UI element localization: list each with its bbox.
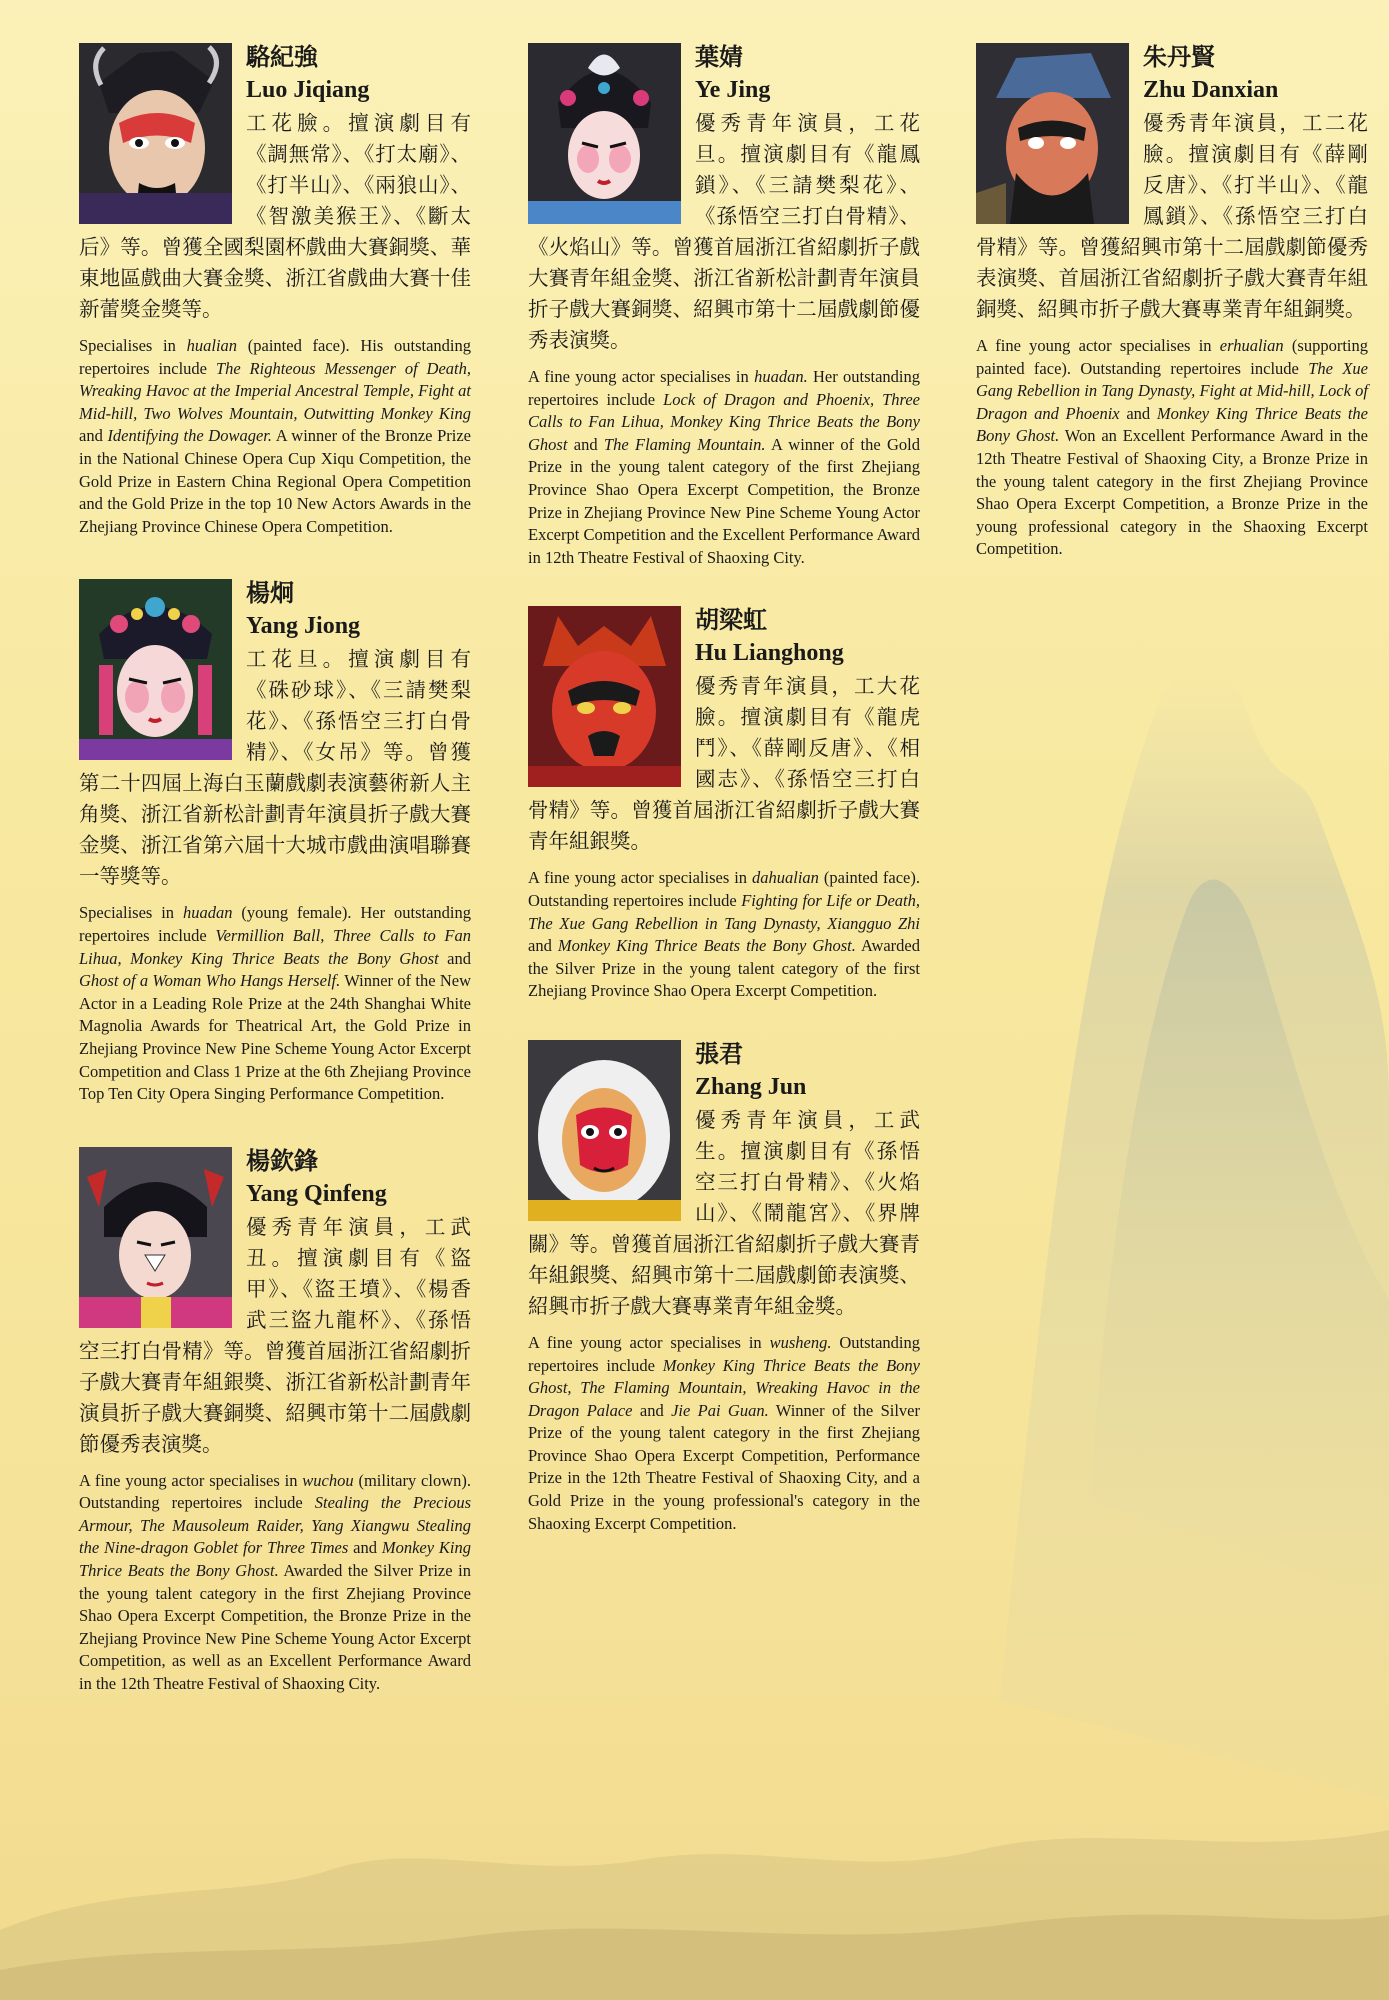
bio-text-segment: and <box>79 426 108 446</box>
performer-english-bio <box>528 366 920 569</box>
bio-text-segment: A fine young actor specialises in <box>528 367 755 386</box>
italic-title-text: Monkey King Thrice Beats the Bony Ghost, The Flaming Mountain, Wreaking Havoc in the Dragon Palace <box>528 1355 920 1420</box>
italic-title-text: The Righteous Messenger of Death, Wreaking Havoc at the Imperial Ancestral Temple, Fight at Mid-hill, Two Wolves Mountain, Outwitting Monkey King <box>79 358 471 423</box>
performer-english-bio <box>976 335 1368 561</box>
performer-chinese-bio: 工花臉。擅演劇目有《調無常》、《打太廟》、《打半山》、《兩狼山》、《智激美猴王》、《斷太后》等。曾獲全國梨園杯戲曲大賽銅獎、華東地區戲曲大賽金獎、浙江省戲曲大賽十佳新蕾獎金獎等。 <box>79 111 471 321</box>
performer-chinese-bio: 工花旦。擅演劇目有《硃砂球》、《三請樊梨花》、《孫悟空三打白骨精》、《女吊》等。曾獲第二十四屆上海白玉蘭戲劇表演藝術新人主角獎、浙江省新松計劃青年演員折子戲大賽金獎、浙江省第六屆十大城市戲曲演唱聯賽一等獎等。 <box>79 647 471 889</box>
italic-title-text: Lock of Dragon and Phoenix, Three Calls to Fan Lihua, Monkey King Thrice Beats the Bony Ghost <box>528 389 921 454</box>
performer-english-name: Luo Jiqiang <box>246 77 370 103</box>
bio-text-segment: (painted face). Outstanding repertoires include <box>528 868 920 910</box>
italic-title-text: Fighting for Life or Death, The Xue Gang Rebellion in Tang Dynasty, Xiangguo Zhi <box>528 890 921 933</box>
bio-text-segment: Won an Excellent Performance Award in the 12th Theatre Festival of Shaoxing City, a Bronze Prize in the young talent category in the first Zhejiang Province Shao Opera Excerpt Competition, a Bronze Prize in the young professional category in the Shaoxing Excerpt Competition. <box>976 426 1368 559</box>
bio-text-segment: and <box>632 1400 672 1420</box>
italic-title-text: Monkey King Thrice Beats the Bony Ghost. <box>557 936 856 956</box>
bio-text-segment: Awarded the Silver Prize in the young talent category in the first Zhejiang Province Shao Opera Excerpt Competition, the Bronze Prize in the Zhejiang Province New Pine Scheme Young Actor Excerpt Competition, as well as an Excellent Performance Award in the 12th Theatre Festival of Shaoxing City. <box>79 1561 472 1694</box>
performer-english-name: Zhang Jun <box>695 1073 807 1100</box>
performer-english-bio <box>528 867 920 1003</box>
bio-text-segment: A winner of the Bronze Prize in the National Chinese Opera Cup Xiqu Competition, the Gold Prize in Eastern China Regional Opera Competition and the Gold Prize in the top 10 New Actors Awards in the Zhejiang Province Chinese Opera Competition. <box>79 426 471 536</box>
performer-english-bio <box>79 902 471 1105</box>
performer-chinese-name: 張君 <box>695 1039 743 1068</box>
performer-chinese-name: 葉婧 <box>695 43 743 71</box>
performer-entry-zhu-danxian <box>976 40 1368 561</box>
bio-text-segment: (military clown). Outstanding repertoires include <box>79 1470 471 1513</box>
bio-text-segment: A winner of the Gold Prize in the young talent category of the first Zhejiang Province Shao Opera Excerpt Competition, the Bronze Prize in Zhejiang Province New Pine Scheme Young Actor Excerpt Competition and the Excellent Performance Award in 12th Theatre Festival of Shaoxing City. <box>528 434 920 567</box>
performer-chinese-name: 朱丹賢 <box>1143 43 1215 71</box>
performer-english-bio <box>528 1332 920 1535</box>
performer-entry-yang-jiong <box>79 576 471 1105</box>
italic-title-text: hualian <box>186 336 238 355</box>
bio-text-segment: (painted face). His outstanding repertoires include <box>79 336 471 378</box>
bio-text-segment: and <box>567 434 604 454</box>
performer-english-bio <box>79 1470 471 1696</box>
performer-chinese-name: 楊炯 <box>246 579 294 608</box>
performer-chinese-bio: 優秀青年演員，工武生。擅演劇目有《孫悟空三打白骨精》、《火焰山》、《鬧龍宮》、《界牌關》等。曾獲首屆浙江省紹劇折子戲大賽青年組銀獎、紹興市第十二屆戲劇節表演獎、紹興市折子戲大賽專業青年組金獎。 <box>528 1107 920 1318</box>
column-right <box>976 40 1368 561</box>
performer-photo <box>976 43 1129 224</box>
performer-entry-zhang-jun <box>528 1037 920 1535</box>
bio-text-segment: and <box>348 1538 382 1558</box>
performer-english-name: Yang Qinfeng <box>246 1180 387 1207</box>
bio-text-segment: and <box>1119 403 1157 423</box>
italic-title-text: wusheng. <box>769 1332 832 1352</box>
bio-text-segment: Awarded the Silver Prize in the young talent category of the first Zhejiang Province Shao Opera Excerpt Competition. <box>528 936 920 1001</box>
performer-english-name: Zhu Danxian <box>1143 77 1279 103</box>
italic-title-text: Ghost of a Woman Who Hangs Herself. <box>79 971 341 991</box>
performer-photo <box>79 1147 232 1328</box>
bio-text-segment: A fine young actor specialises in <box>528 1332 770 1352</box>
bio-text-segment: and <box>528 936 558 956</box>
bio-text-segment: Outstanding repertoires include <box>528 1332 920 1375</box>
bio-text-segment: (supporting painted face). Outstanding repertoires include <box>976 336 1368 378</box>
performer-entry-luo-jiqiang <box>79 40 471 538</box>
performer-english-name: Hu Lianghong <box>695 640 844 667</box>
italic-title-text: wuchou <box>302 1470 354 1490</box>
performer-chinese-bio: 優秀青年演員，工花旦。擅演劇目有《龍鳳鎖》、《三請樊梨花》、《孫悟空三打白骨精》、《火焰山》等。曾獲首屆浙江省紹劇折子戲大賽青年組金獎、浙江省新松計劃青年演員折子戲大賽銅獎、紹興市第十二屆戲劇節優秀表演獎。 <box>528 111 920 352</box>
performer-chinese-bio: 優秀青年演員，工大花臉。擅演劇目有《龍虎鬥》、《薛剛反唐》、《相國志》、《孫悟空三打白骨精》等。曾獲首屆浙江省紹劇折子戲大賽青年組銀獎。 <box>528 674 920 854</box>
performer-photo <box>528 606 681 787</box>
bio-text-segment: and <box>438 948 471 968</box>
italic-title-text: huadan. <box>754 367 808 386</box>
column-left <box>79 40 471 1696</box>
performer-english-bio <box>79 335 471 538</box>
performer-chinese-bio: 優秀青年演員，工二花臉。擅演劇目有《薛剛反唐》、《打半山》、《龍鳳鎖》、《孫悟空三打白骨精》等。曾獲紹興市第十二屆戲劇節優秀表演獎、首屆浙江省紹劇折子戲大賽青年組銅獎、紹興市折子戲大賽專業青年組銅獎。 <box>976 111 1368 321</box>
performer-chinese-bio: 優秀青年演員，工武丑。擅演劇目有《盜甲》、《盜王墳》、《楊香武三盜九龍杯》、《孫悟空三打白骨精》等。曾獲首屆浙江省紹劇折子戲大賽青年組銀獎、浙江省新松計劃青年演員折子戲大賽銅獎、紹興市第十二屆戲劇節優秀表演獎。 <box>79 1214 471 1456</box>
bio-text-segment: A fine young actor specialises in <box>79 1470 303 1490</box>
performer-chinese-name: 胡梁虹 <box>695 606 767 635</box>
performer-photo <box>528 43 681 224</box>
performer-english-name: Ye Jing <box>695 77 771 103</box>
performer-photo <box>79 579 232 760</box>
italic-title-text: Jie Pai Guan. <box>671 1400 769 1420</box>
italic-title-text: huadan <box>182 903 233 923</box>
bio-text-segment: Winner of the Silver Prize of the young talent category in the first Zhejiang Province Shao Opera Excerpt Competition, Performance Prize in the 12th Theatre Festival of Shaoxing City, and a Gold Prize in the young professional's category in the Shaoxing Excerpt Competition. <box>528 1400 920 1533</box>
column-middle <box>528 40 920 1535</box>
performer-entry-yang-qinfeng <box>79 1144 471 1696</box>
bio-text-segment: A fine young actor specialises in <box>528 868 753 888</box>
italic-title-text: Monkey King Thrice Beats the Bony Ghost. <box>79 1538 471 1581</box>
performer-entry-ye-jing <box>528 40 920 569</box>
italic-title-text: erhualian <box>1219 336 1284 355</box>
performer-photo <box>79 43 232 224</box>
italic-title-text: Monkey King Thrice Beats the Bony Ghost. <box>976 403 1368 446</box>
bio-text-segment: Winner of the New Actor in a Leading Role Prize at the 24th Shanghai White Magnolia Awards for Theatrical Art, the Gold Prize in Zhejiang Province New Pine Scheme Young Actor Excerpt Competition and Class 1 Prize at the 6th Zhejiang Province Top Ten City Opera Singing Performance Competition. <box>79 971 472 1104</box>
performer-english-name: Yang Jiong <box>246 613 361 640</box>
italic-title-text: dahualian <box>752 868 819 888</box>
bio-text-segment: Specialises in <box>79 336 187 355</box>
performer-entry-hu-lianghong <box>528 603 920 1003</box>
italic-title-text: The Xue Gang Rebellion in Tang Dynasty, Fight at Mid-hill, Lock of Dragon and Phoenix <box>976 358 1368 423</box>
italic-title-text: Stealing the Precious Armour, The Mausoleum Raider, Yang Xiangwu Stealing the Nine-dragon Goblet for Three Times <box>79 1493 471 1558</box>
performer-chinese-name: 駱紀強 <box>246 43 318 71</box>
italic-title-text: Identifying the Dowager. <box>107 426 272 446</box>
italic-title-text: Vermillion Ball, Three Calls to Fan Lihua, Monkey King Thrice Beats the Bony Ghost <box>79 925 471 968</box>
performer-chinese-name: 楊欽鋒 <box>246 1146 318 1175</box>
performer-photo <box>528 1040 681 1221</box>
bio-text-segment: Specialises in <box>79 903 183 923</box>
bio-text-segment: A fine young actor specialises in <box>976 336 1220 355</box>
bio-text-segment: Her outstanding repertoires include <box>528 367 921 409</box>
italic-title-text: The Flaming Mountain. <box>603 434 766 454</box>
bio-text-segment: (young female). Her outstanding repertoires include <box>79 903 471 945</box>
